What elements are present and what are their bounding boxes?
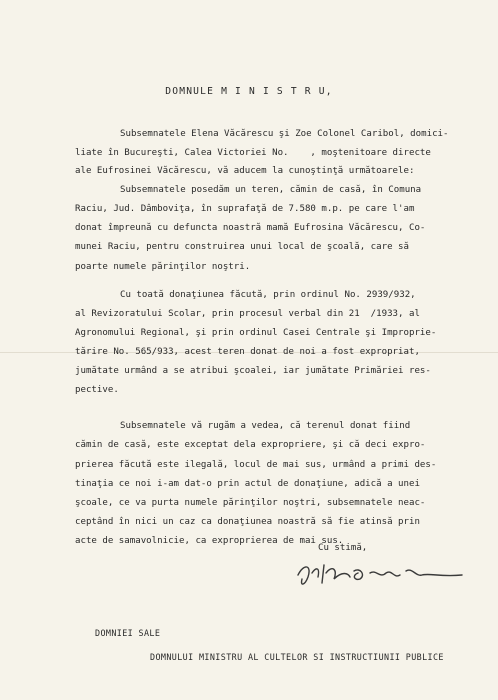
paragraph-2-line-5: poarte numele părinţilor noştri.: [75, 262, 251, 272]
paragraph-4-line-2: cămin de casă, este exceptat dela expropriere, şi că deci expro-: [75, 440, 426, 450]
paragraph-3-line-6: pective.: [75, 385, 119, 395]
paragraph-3-line-5: jumătate urmând a se atribui şcoalei, iar jumătate Primăriei res-: [75, 366, 431, 376]
recipient-line-1: DOMNIEI SALE: [95, 628, 161, 638]
paragraph-3-line-3: Agronomului Regional, şi prin ordinul Casei Centrale şi Improprie-: [75, 328, 437, 338]
paragraph-2-line-4: munei Raciu, pentru construirea unui local de şcoală, care să: [75, 242, 409, 252]
paragraph-1-line-2: liate în Bucureşti, Calea Victoriei No. , moştenitoare directe: [75, 148, 431, 158]
paragraph-2-line-3: donat împreună cu defuncta noastră mamă Eufrosina Văcărescu, Co-: [75, 223, 426, 233]
handwritten-signature: [290, 553, 470, 593]
paragraph-4-line-1: Subsemnatele vă rugăm a vedea, că terenul donat fiind: [120, 421, 411, 431]
salutation-heading: DOMNULE M I N I S T R U,: [165, 86, 333, 97]
paragraph-3-line-1: Cu toată donaţiunea făcută, prin ordinul No. 2939/932,: [120, 290, 416, 300]
paragraph-3-line-4: tărire No. 565/933, acest teren donat de noi a fost expropriat,: [75, 347, 420, 357]
paragraph-4-line-3: prierea făcută este ilegală, locul de mai sus, urmând a primi des-: [75, 460, 437, 470]
paragraph-3-line-2: al Revizoratului Scolar, prin procesul verbal din 21 /1933, al: [75, 309, 420, 319]
paragraph-2-line-2: Raciu, Jud. Dâmboviţa, în suprafaţă de 7.580 m.p. pe care l'am: [75, 204, 415, 214]
closing-greeting: Cu stimă,: [318, 543, 368, 553]
paragraph-4-line-4: tinaţia ce noi i-am dat-o prin actul de donaţiune, adică a unei: [75, 479, 420, 489]
paragraph-4-line-7: acte de samavolnicie, ca exproprierea de mai sus.: [75, 536, 344, 546]
paragraph-4-line-5: şcoale, ce va purta numele părinţilor noştri, subsemnatele neac-: [75, 498, 426, 508]
recipient-line-2: DOMNULUI MINISTRU AL CULTELOR SI INSTRUCTIUNII PUBLICE: [150, 652, 444, 662]
paragraph-2-line-1: Subsemnatele posedăm un teren, cămin de casă, în Comuna: [120, 185, 422, 195]
paragraph-1-line-3: ale Eufrosinei Văcărescu, vă aducem la cunoştinţă următoarele:: [75, 166, 415, 176]
paragraph-4-line-6: ceptând în nici un caz ca donaţiunea noastră să fie atinsă prin: [75, 517, 420, 527]
paragraph-1-line-1: Subsemnatele Elena Văcărescu şi Zoe Colonel Caribol, domici-: [120, 129, 449, 139]
